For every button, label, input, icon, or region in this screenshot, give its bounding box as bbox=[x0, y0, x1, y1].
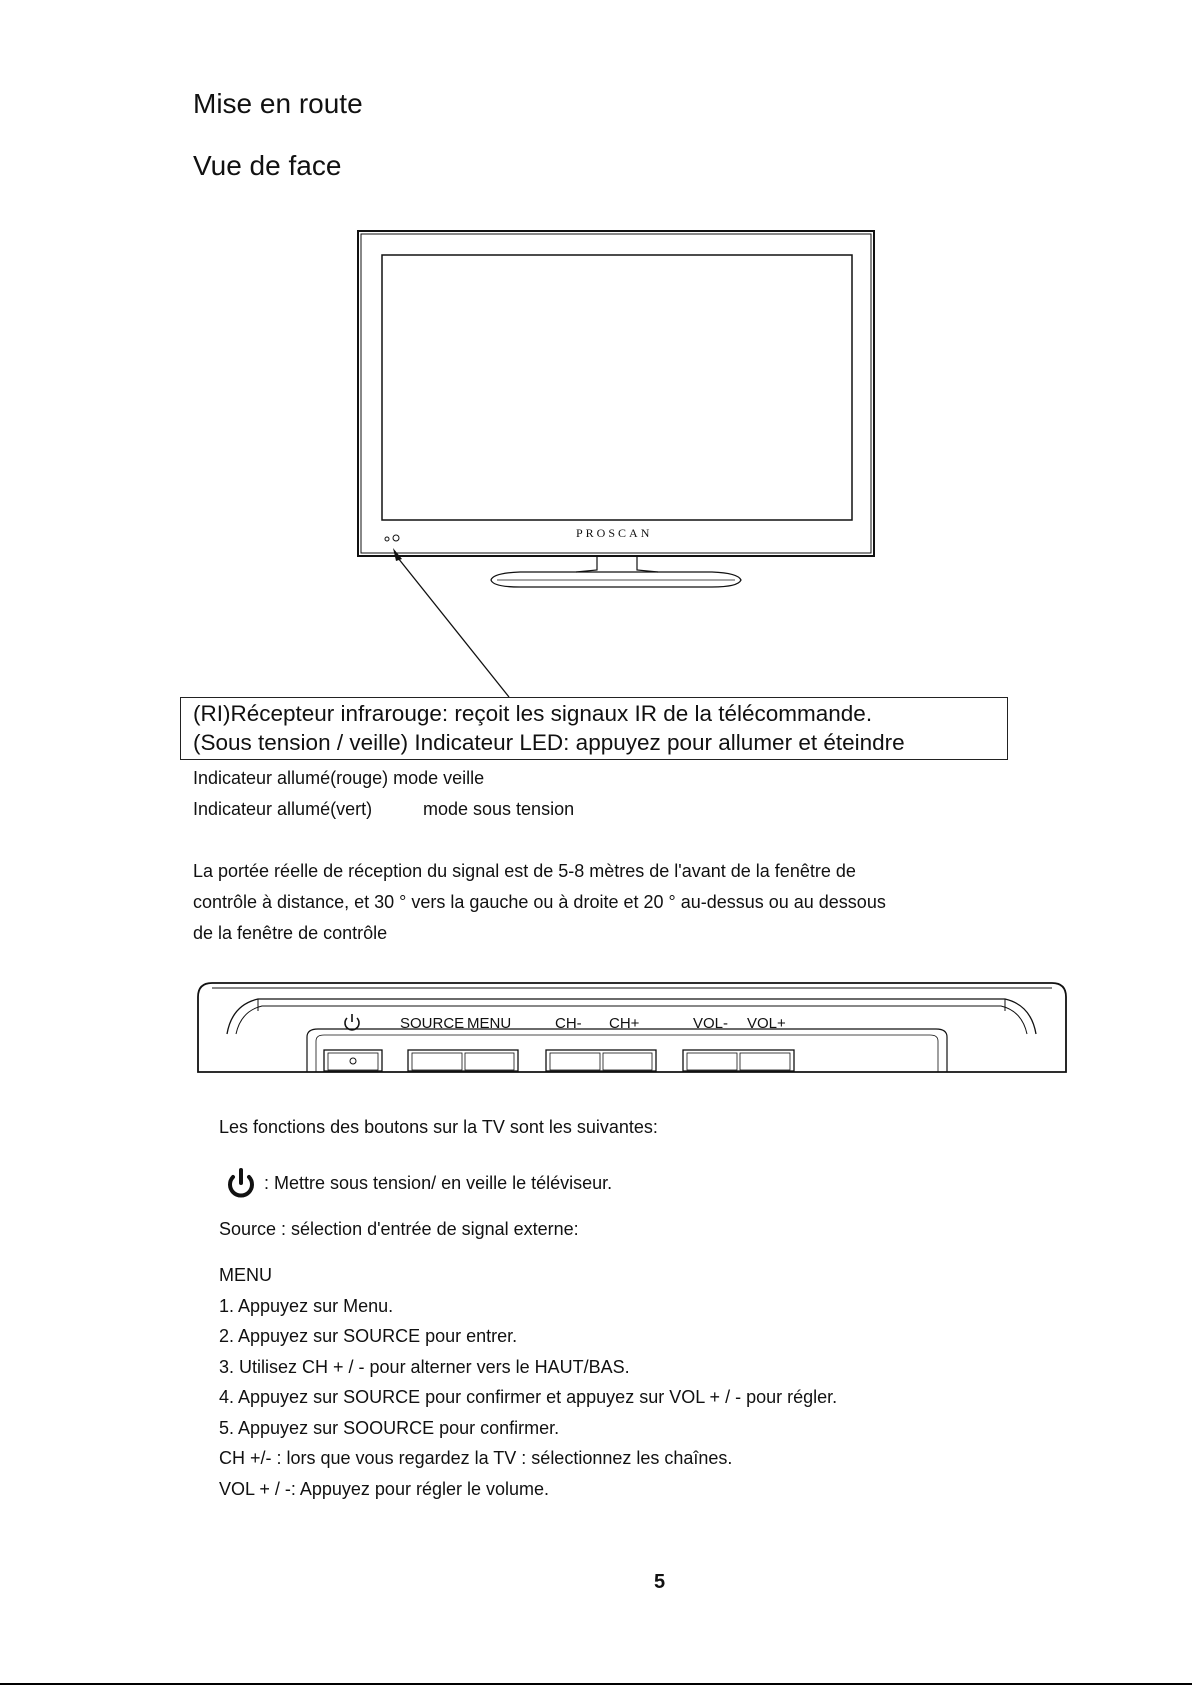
indicator-green-label: Indicateur allumé(vert) bbox=[193, 799, 373, 819]
function-ch: CH +/- : lors que vous regardez la TV : sélectionnez les chaînes. bbox=[219, 1448, 733, 1468]
panel-label-menu: MENU bbox=[467, 1015, 512, 1032]
panel-label-source: SOURCE bbox=[400, 1015, 465, 1032]
menu-step-2: 2. Appuyez sur SOURCE pour entrer. bbox=[219, 1326, 518, 1346]
tv-brand-logo: PROSCAN bbox=[576, 526, 653, 540]
callout-ir-text: (RI)Récepteur infrarouge: reçoit les signaux IR de la télécommande. bbox=[193, 701, 873, 726]
range-text-line3: de la fenêtre de contrôle bbox=[193, 923, 388, 943]
range-text-line1: La portée réelle de réception du signal est de 5-8 mètres de l'avant de la fenêtre de bbox=[193, 861, 856, 881]
control-panel-illustration bbox=[0, 975, 1192, 1085]
range-text-line2: contrôle à distance, et 30 ° vers la gauche ou à droite et 20 ° au-dessus ou au dessous bbox=[193, 892, 886, 912]
indicator-green-mode: mode sous tension bbox=[423, 799, 575, 819]
menu-step-5: 5. Appuyez sur SOOURCE pour confirmer. bbox=[219, 1418, 560, 1438]
menu-step-4: 4. Appuyez sur SOURCE pour confirmer et appuyez sur VOL + / - pour régler. bbox=[219, 1387, 838, 1407]
functions-intro: Les fonctions des boutons sur la TV sont les suivantes: bbox=[219, 1117, 658, 1137]
led-indicator-icon bbox=[393, 535, 399, 541]
menu-step-3: 3. Utilisez CH + / - pour alterner vers le HAUT/BAS. bbox=[219, 1357, 630, 1377]
callout-led-text: (Sous tension / veille) Indicateur LED: appuyez pour allumer et éteindre bbox=[193, 730, 905, 755]
function-source: Source : sélection d'entrée de signal externe: bbox=[219, 1219, 579, 1239]
panel-label-vol-plus: VOL+ bbox=[747, 1015, 786, 1032]
page-number: 5 bbox=[654, 1571, 666, 1593]
panel-power-icon bbox=[345, 1014, 359, 1030]
menu-title: MENU bbox=[219, 1265, 272, 1285]
panel-label-vol-minus: VOL- bbox=[693, 1015, 729, 1032]
function-vol: VOL + / -: Appuyez pour régler le volume. bbox=[219, 1479, 550, 1499]
power-icon bbox=[226, 1167, 256, 1201]
tv-front-illustration bbox=[0, 0, 1192, 760]
panel-label-ch-minus: CH- bbox=[555, 1015, 582, 1032]
function-power: : Mettre sous tension/ en veille le téléviseur. bbox=[264, 1173, 613, 1193]
heading-startup: Mise en route bbox=[193, 88, 363, 119]
indicator-red-text: Indicateur allumé(rouge) mode veille bbox=[193, 768, 485, 788]
ir-sensor-icon bbox=[385, 537, 389, 541]
panel-label-ch-plus: CH+ bbox=[609, 1015, 640, 1032]
heading-front-view: Vue de face bbox=[193, 150, 342, 181]
menu-step-1: 1. Appuyez sur Menu. bbox=[219, 1296, 394, 1316]
callout-box bbox=[180, 697, 1008, 760]
